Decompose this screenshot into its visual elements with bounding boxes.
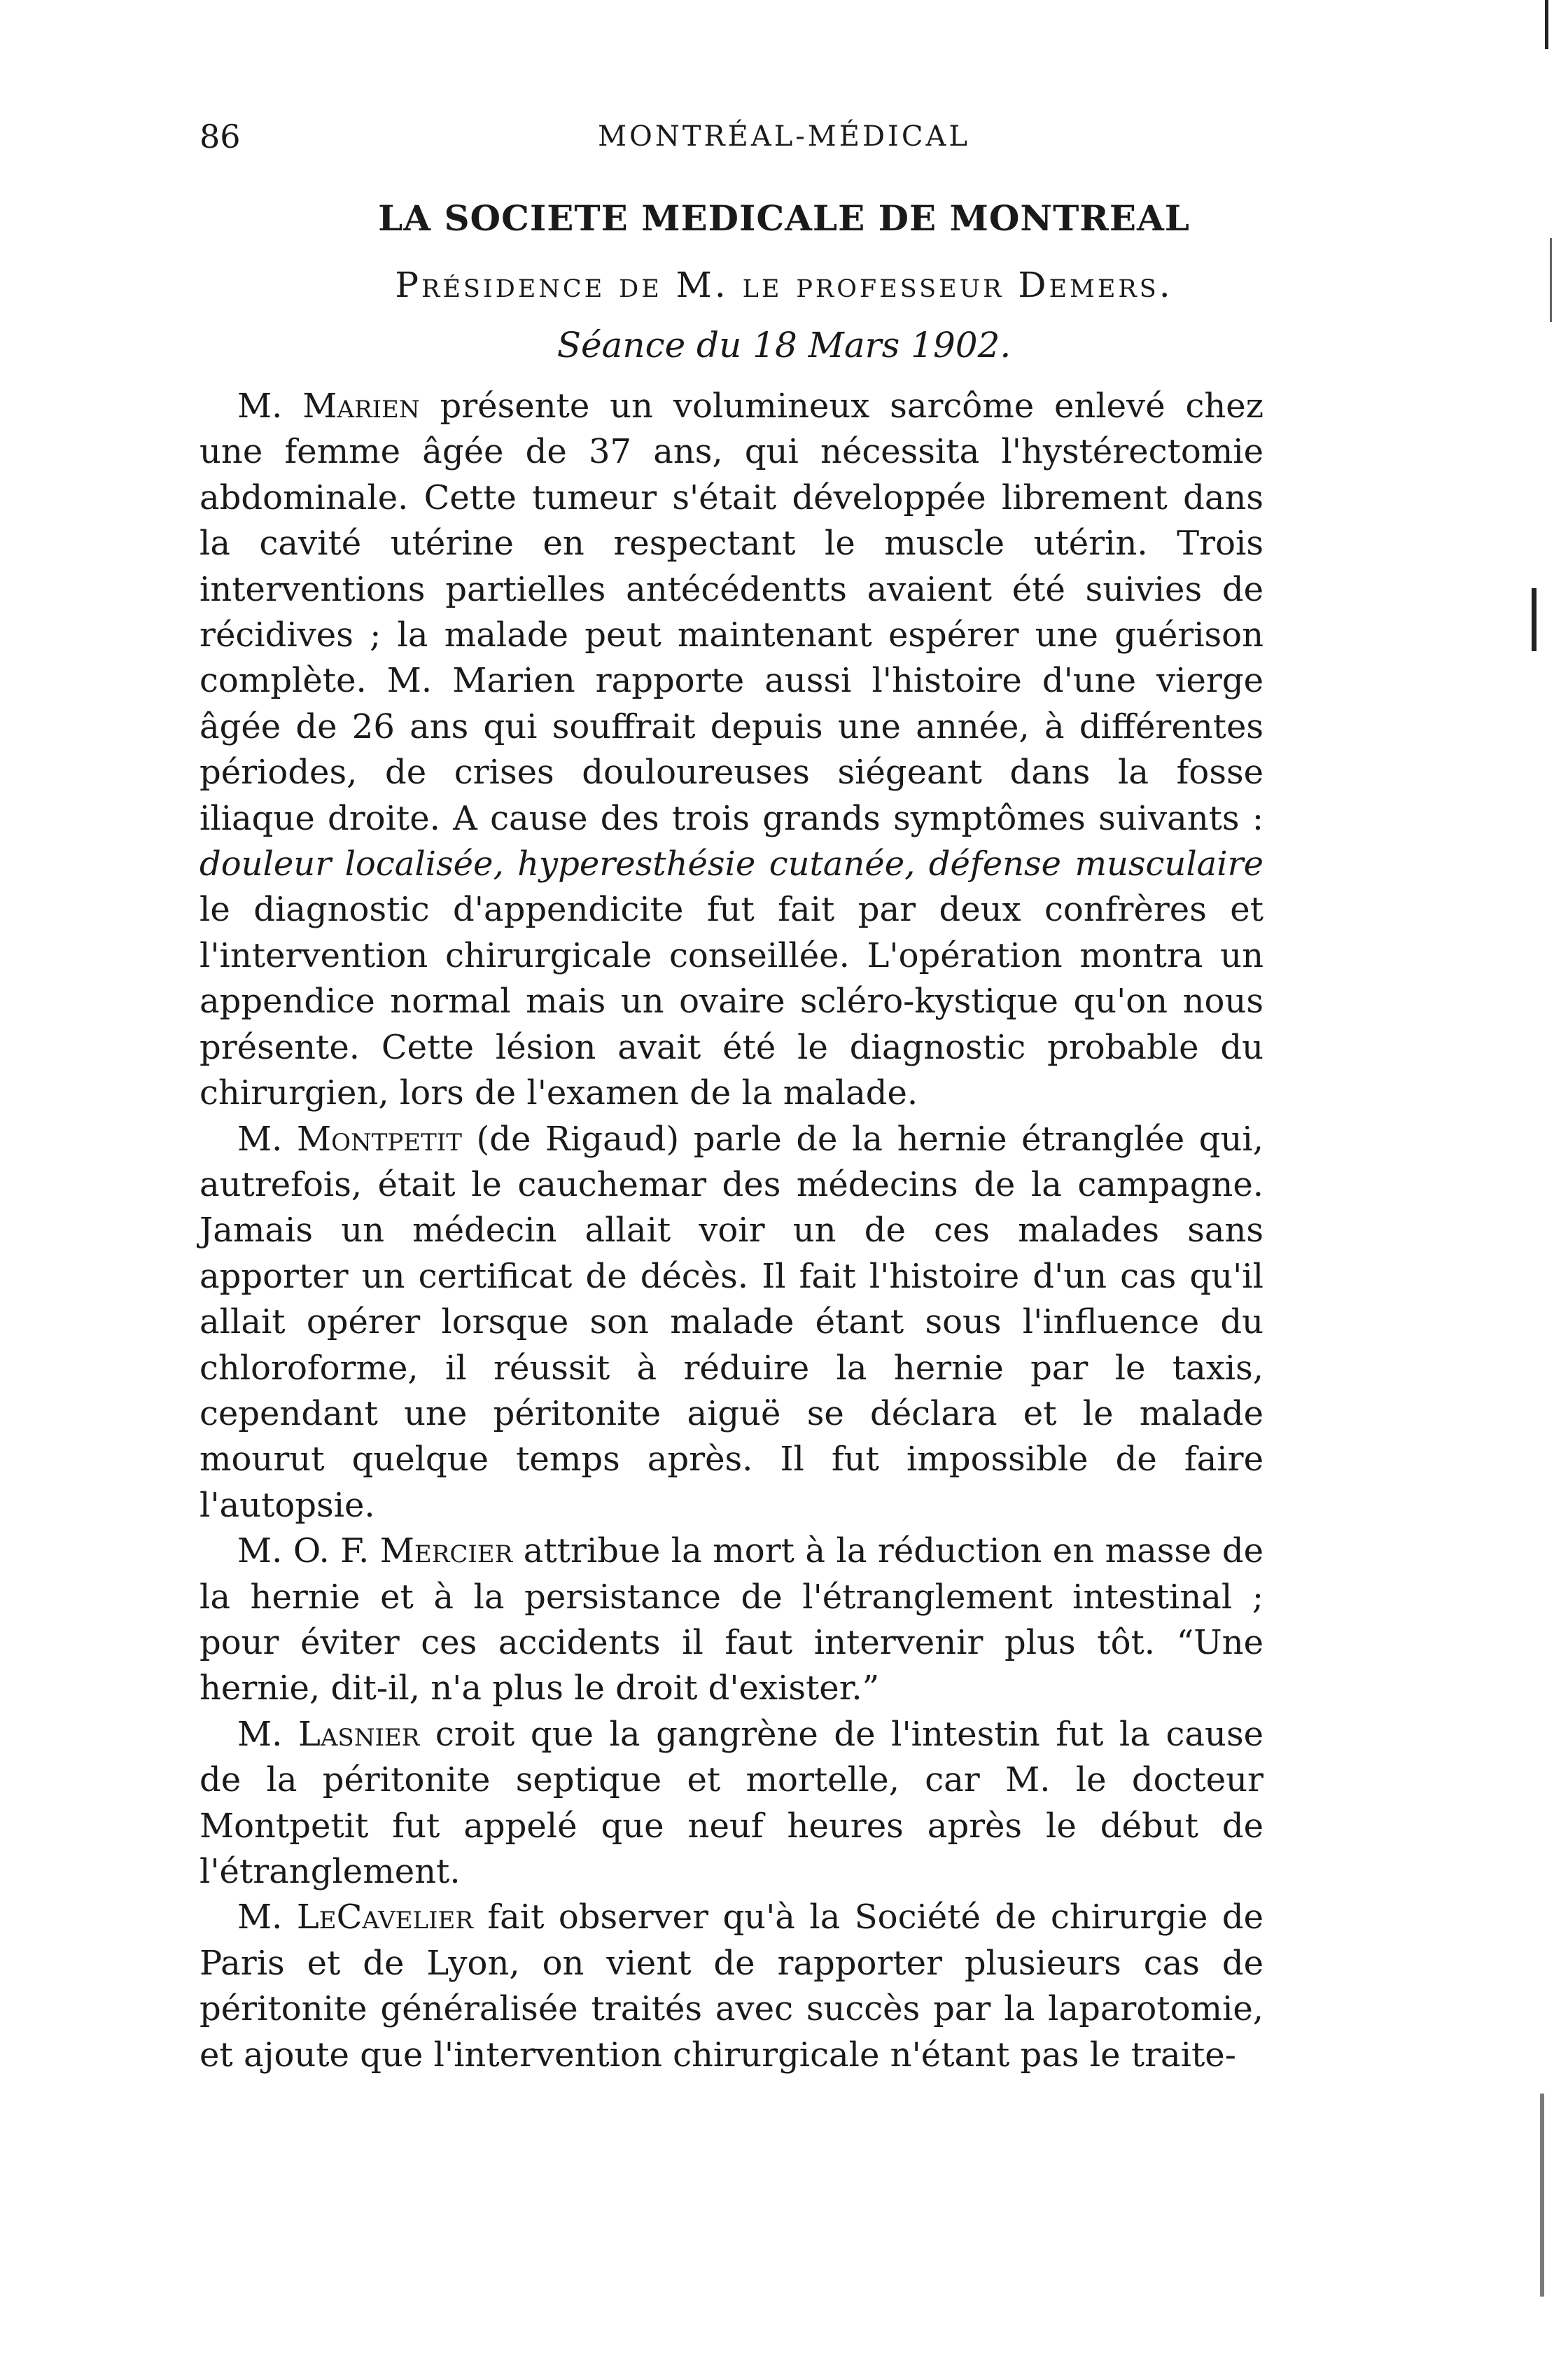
paragraph-marien: M. Marien présente un volumineux sarcôme enlevé chez une femme âgée de 37 ans, qui nécessita l'hystérectomie abdominale. Cette tumeur s'était développée librement dans la cavité utérine en respectant le muscle utérin. Trois interventions partielles antécédentts avaient été suivies de récidives ; la malade peut maintenant espérer une guérison complète. M. Marien rapporte aussi l'histoire d'une vierge âgée de 26 ans qui souffrait depuis une année, à différentes périodes, de crises douloureuses siégeant dans la fosse iliaque droite. A cause des trois grands symptômes suivants : douleur localisée, hyperesthésie cutanée, défense musculaire le diagnostic d'appendicite fut fait par deux confrères et l'intervention chirurgicale conseillée. L'opération montra un appendice normal mais un ovaire scléro-kystique qu'on nous présente. Cette lésion avait été le diagnostic probable du chirurgien, lors de l'examen de la malade. xyxy=(200,386,1264,1113)
presidence-line: Présidence de M. le professeur Demers. xyxy=(395,265,1173,305)
speaker-name: M. Marien xyxy=(237,386,420,426)
scan-edge-mark xyxy=(1550,238,1552,322)
speaker-name: M. LeCavelier xyxy=(237,1897,473,1937)
speaker-name: M. Montpetit xyxy=(237,1119,462,1159)
scan-edge-mark xyxy=(1532,588,1536,651)
seance-date: Séance du 18 Mars 1902. xyxy=(556,325,1011,365)
page-number: 86 xyxy=(200,118,241,155)
speaker-name: M. Lasnier xyxy=(237,1714,420,1754)
article-body xyxy=(200,384,1264,2078)
running-header: MONTRÉAL-MÉDICAL xyxy=(598,120,970,153)
article-title: LA SOCIETE MEDICALE DE MONTREAL xyxy=(378,197,1190,239)
paragraph-mercier: M. O. F. Mercier attribue la mort à la réduction en masse de la hernie et à la persistance de l'étranglement intestinal ; pour éviter ces accidents il faut intervenir plus tôt. “Une hernie, dit-il, n'a plus le droit d'exister.” xyxy=(200,1531,1264,1708)
speaker-name: M. O. F. Mercier xyxy=(237,1531,513,1571)
scan-edge-mark xyxy=(1545,0,1548,49)
paragraph-montpetit: M. Montpetit (de Rigaud) parle de la hernie étranglée qui, autrefois, était le cauchemar des médecins de la campagne. Jamais un médecin allait voir un de ces malades sans apporter un certificat de décès. Il fait l'histoire d'un cas qu'il allait opérer lorsque son malade étant sous l'influence du chloroforme, il réussit à réduire la hernie par le taxis, cependant une péritonite aiguë se déclara et le malade mourut quelque temps après. Il fut impossible de faire l'autopsie. xyxy=(200,1119,1264,1525)
scan-edge-mark xyxy=(1540,2094,1544,2297)
paragraph-lasnier: M. Lasnier croit que la gangrène de l'intestin fut la cause de la péritonite septique et mortelle, car M. le docteur Montpetit fut appelé que neuf heures après le début de l'étranglement. xyxy=(200,1714,1264,1891)
paragraph-lecavelier: M. LeCavelier fait observer qu'à la Société de chirurgie de Paris et de Lyon, on vient de rapporter plusieurs cas de péritonite généralisée traités avec succès par la laparotomie, et ajoute que l'intervention chirurgicale n'étant pas le traite- xyxy=(200,1897,1264,2075)
